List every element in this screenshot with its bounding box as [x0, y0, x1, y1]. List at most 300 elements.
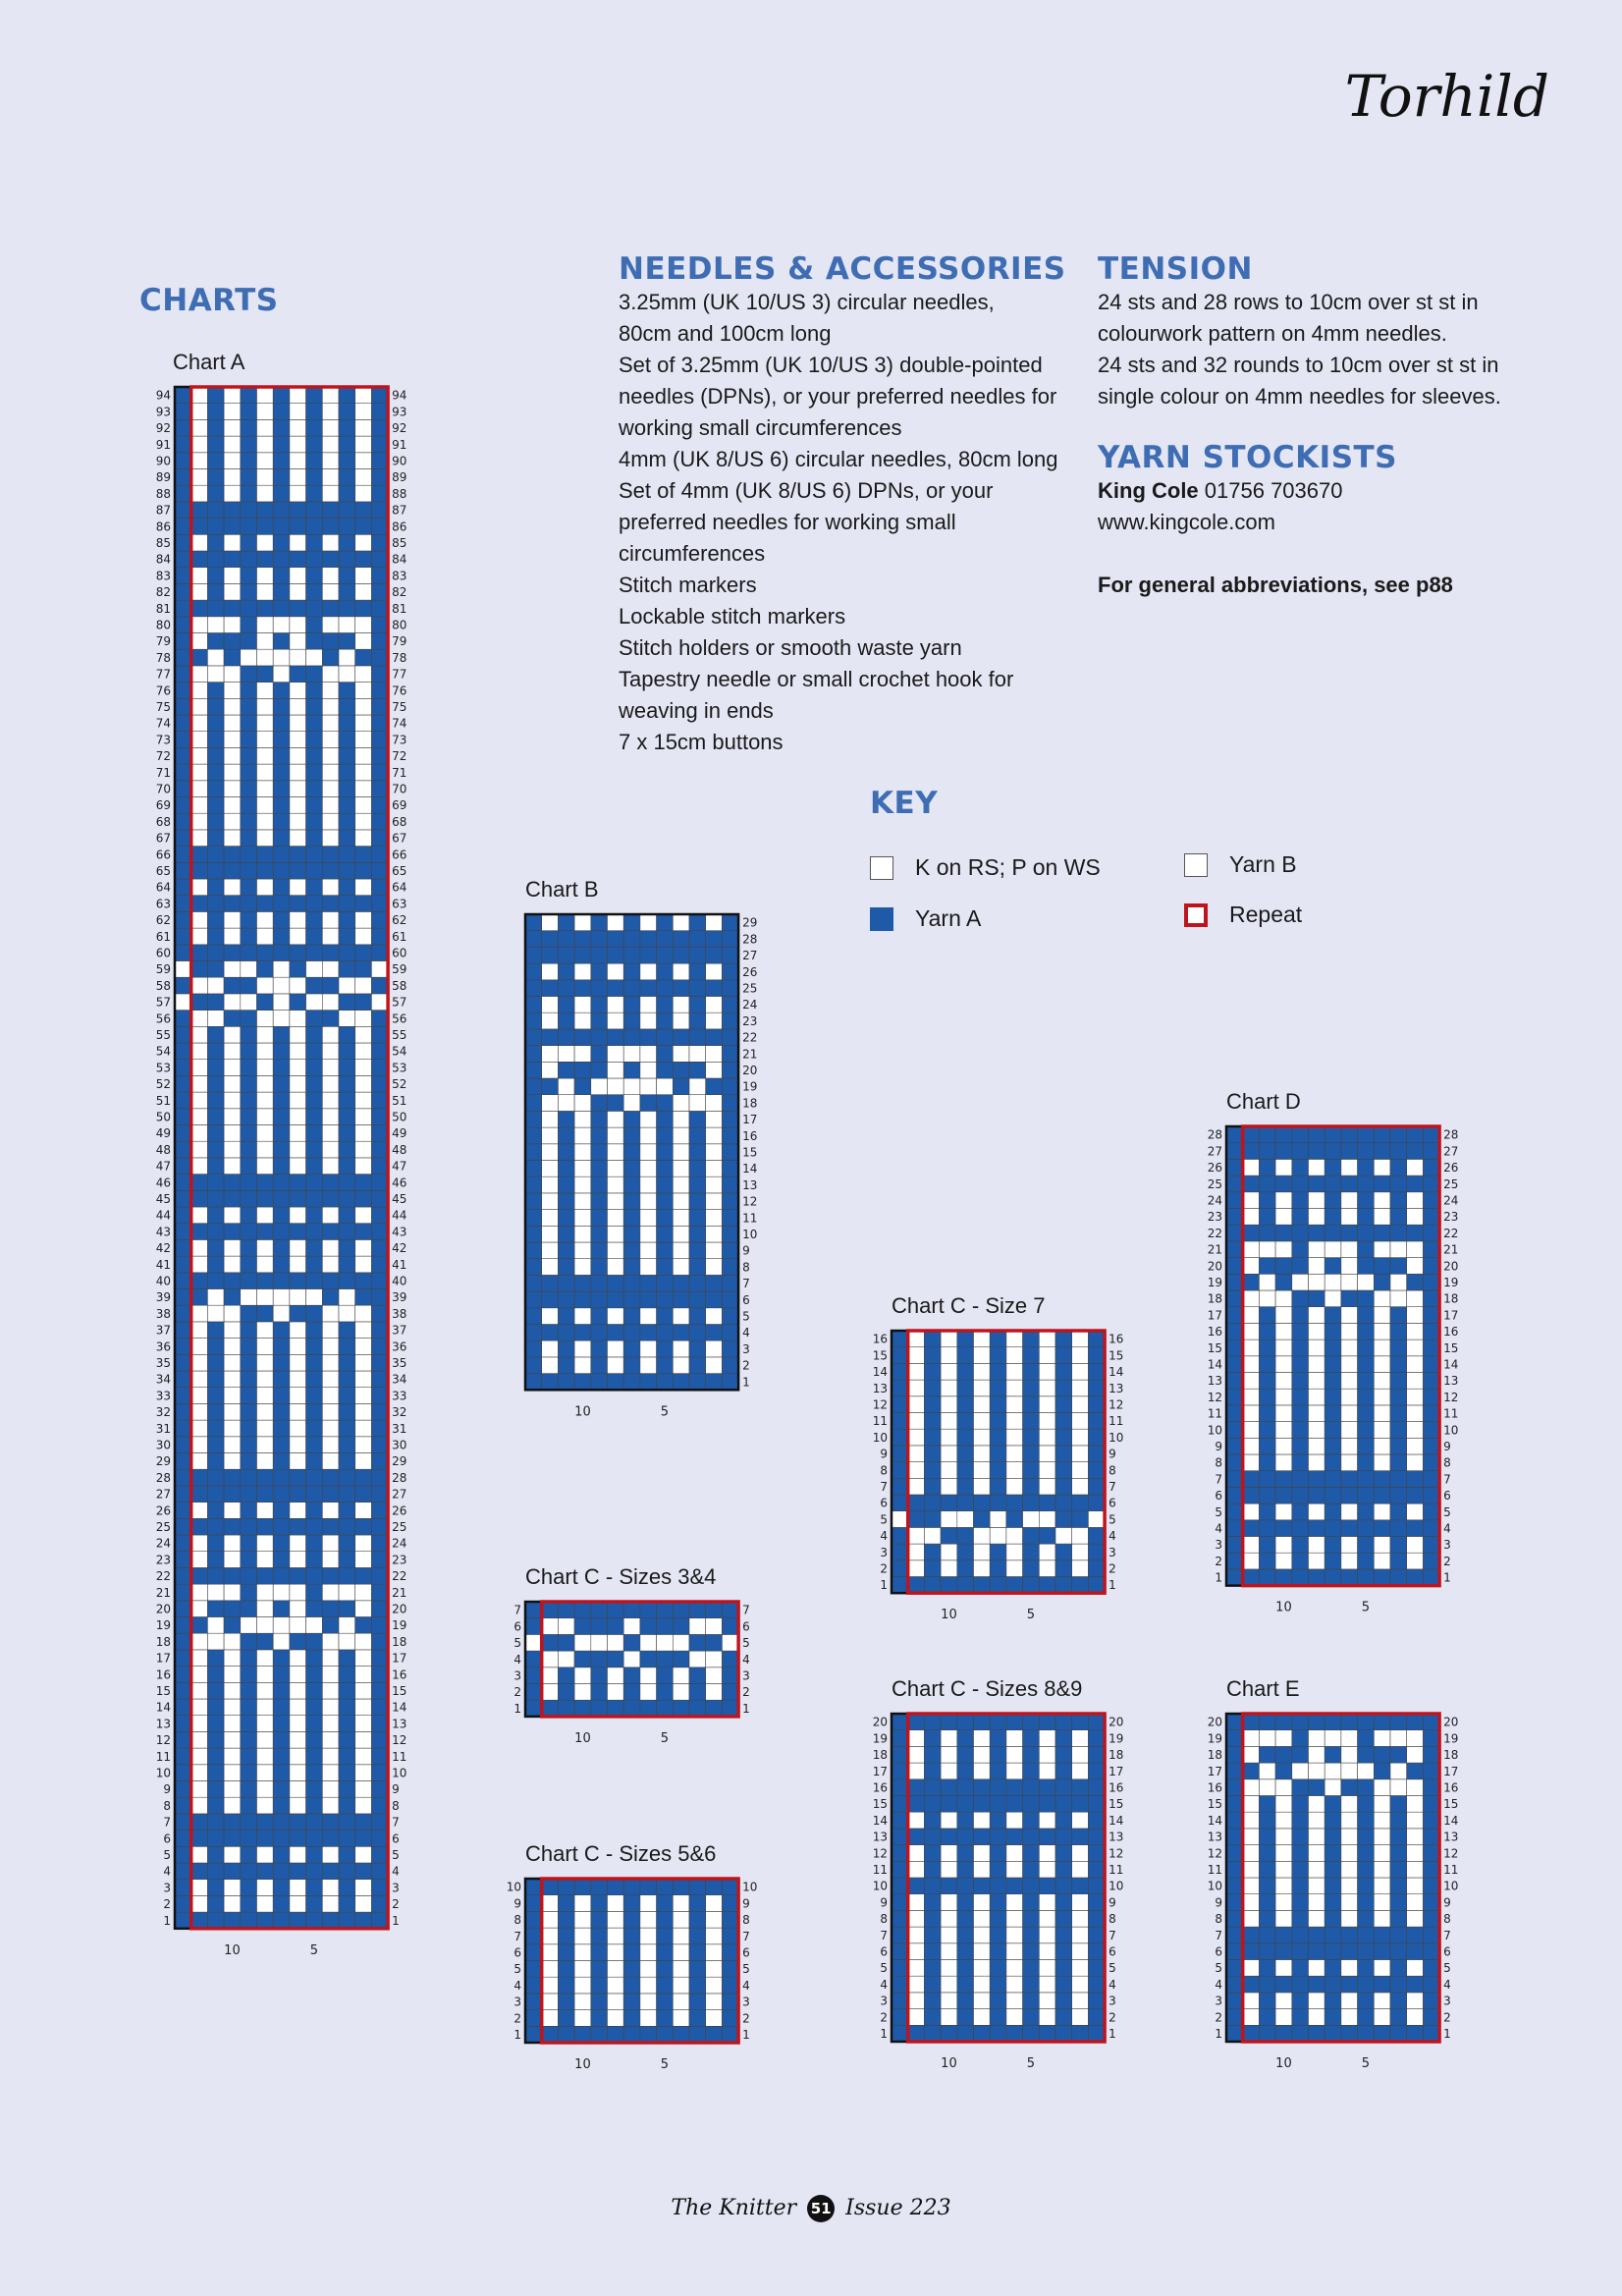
chart-cell — [322, 1125, 339, 1142]
chart-cell — [1358, 1307, 1375, 1324]
row-number: 6 — [1443, 1944, 1451, 1959]
chart-cell — [1055, 1714, 1072, 1730]
chart-cell — [241, 1175, 257, 1191]
chart-cell — [290, 1633, 306, 1650]
row-number: 13 — [1108, 1830, 1124, 1844]
chart-cell — [1243, 1878, 1260, 1894]
chart-cell — [339, 1305, 355, 1322]
chart-cell — [355, 813, 372, 830]
chart-cell — [290, 633, 306, 650]
row-number: 10 — [742, 1880, 758, 1894]
chart-cell — [224, 1305, 241, 1322]
chart-cell — [355, 1420, 372, 1437]
chart-cell — [290, 1846, 306, 1863]
chart-cell — [322, 1026, 339, 1043]
chart-cell — [290, 928, 306, 945]
chart-cell — [1006, 1347, 1023, 1364]
chart-cell — [191, 928, 208, 945]
row-number: 33 — [392, 1389, 407, 1403]
row-number: 9 — [392, 1782, 400, 1797]
chart-cell — [306, 1469, 323, 1486]
chart-cell — [1275, 1422, 1292, 1439]
chart-cell — [591, 1374, 608, 1391]
chart-cell — [175, 1781, 191, 1798]
chart-cell — [640, 1012, 657, 1029]
chart-cell — [722, 1095, 738, 1112]
needles-line: 3.25mm (UK 10/US 3) circular needles, — [619, 290, 995, 314]
chart-cell — [322, 830, 339, 847]
chart-cell — [689, 1977, 706, 1994]
column-number: 10 — [941, 1608, 957, 1623]
chart-cell — [273, 879, 290, 896]
chart-cell — [908, 1429, 925, 1446]
chart-cell — [339, 1731, 355, 1748]
chart-e-grid — [1197, 1710, 1479, 2081]
chart-cell — [273, 945, 290, 961]
chart-cell — [1309, 1861, 1325, 1878]
chart-cell — [207, 1895, 224, 1912]
chart-cell — [558, 1634, 574, 1651]
chart-cell — [1407, 1829, 1424, 1845]
chart-cell — [1259, 1454, 1275, 1471]
row-number: 7 — [514, 1603, 521, 1617]
row-number: 53 — [392, 1061, 407, 1075]
row-number: 10 — [155, 1766, 171, 1780]
chart-cell — [1325, 1209, 1341, 1226]
chart-cell — [355, 781, 372, 797]
row-number: 25 — [392, 1520, 407, 1534]
chart-cell — [371, 1699, 388, 1716]
chart-cell — [591, 1928, 608, 1944]
chart-cell — [657, 1895, 674, 1912]
chart-cell — [1088, 1878, 1105, 1894]
chart-cell — [1023, 1812, 1040, 1829]
chart-cell — [1023, 1544, 1040, 1560]
stockist-website[interactable]: www.kingcole.com — [1098, 510, 1275, 534]
chart-cell — [673, 1961, 689, 1978]
chart-cell — [689, 1374, 706, 1391]
row-number: 79 — [392, 634, 407, 649]
chart-cell — [290, 862, 306, 879]
chart-cell — [1259, 1976, 1275, 1993]
chart-cell — [224, 387, 241, 404]
chart-cell — [191, 1224, 208, 1240]
chart-cell — [1006, 1779, 1023, 1796]
chart-cell — [1407, 1290, 1424, 1307]
chart-cell — [191, 551, 208, 568]
row-number: 6 — [1443, 1489, 1451, 1503]
chart-cell — [257, 1748, 274, 1765]
chart-cell — [191, 945, 208, 961]
chart-cell — [623, 1226, 640, 1242]
chart-cell — [1055, 1779, 1072, 1796]
chart-cell — [574, 1144, 591, 1161]
chart-cell — [1423, 1779, 1439, 1796]
row-number: 28 — [1207, 1127, 1222, 1142]
chart-cell — [355, 1469, 372, 1486]
chart-cell — [689, 1602, 706, 1618]
chart-cell — [191, 911, 208, 928]
chart-cell — [306, 1207, 323, 1224]
chart-cell — [974, 1363, 991, 1380]
chart-cell — [924, 1544, 941, 1560]
chart-cell — [941, 1560, 957, 1577]
chart-cell — [542, 1618, 559, 1635]
chart-cell — [1374, 1454, 1390, 1471]
chart-cell — [1423, 1746, 1439, 1763]
chart-cell — [574, 1357, 591, 1374]
chart-cell — [1023, 1577, 1040, 1594]
chart-cell — [1226, 1845, 1243, 1862]
chart-cell — [257, 1158, 274, 1175]
chart-cell — [574, 947, 591, 963]
chart-cell — [191, 994, 208, 1011]
chart-cell — [689, 1340, 706, 1357]
chart-cell — [1259, 1960, 1275, 1977]
row-number: 7 — [742, 1277, 750, 1291]
chart-cell — [207, 1584, 224, 1601]
chart-cell — [1341, 1976, 1358, 1993]
chart-cell — [175, 1765, 191, 1781]
chart-cell — [290, 1158, 306, 1175]
row-number: 27 — [1443, 1144, 1459, 1159]
chart-cell — [957, 1380, 974, 1396]
chart-cell — [1023, 1845, 1040, 1862]
row-number: 20 — [1207, 1259, 1222, 1274]
chart-cell — [273, 1437, 290, 1453]
chart-cell — [306, 830, 323, 847]
row-number: 2 — [742, 1358, 750, 1373]
chart-cell — [290, 1601, 306, 1617]
chart-cell — [640, 980, 657, 997]
chart-cell — [574, 1127, 591, 1144]
chart-cell — [355, 1518, 372, 1535]
chart-cell — [689, 1012, 706, 1029]
chart-cell — [339, 879, 355, 896]
chart-cell — [1325, 1763, 1341, 1779]
row-number: 24 — [155, 1536, 171, 1551]
chart-cell — [273, 1486, 290, 1503]
chart-cell — [224, 698, 241, 715]
chart-cell — [990, 1993, 1006, 2009]
chart-cell — [941, 1829, 957, 1845]
chart-cell — [1006, 1796, 1023, 1813]
chart-cell — [706, 1667, 723, 1684]
chart-cell — [1390, 1454, 1407, 1471]
chart-cell — [322, 1765, 339, 1781]
chart-cell — [1088, 1927, 1105, 1943]
chart-cell — [689, 1259, 706, 1276]
chart-cell — [290, 781, 306, 797]
chart-cell — [689, 1062, 706, 1078]
chart-cell — [542, 1340, 559, 1357]
chart-cell — [974, 2009, 991, 2026]
chart-cell — [207, 961, 224, 978]
chart-cell — [207, 781, 224, 797]
chart-cell — [355, 1731, 372, 1748]
chart-cell — [608, 1127, 624, 1144]
row-number: 64 — [155, 880, 171, 895]
chart-cell — [722, 963, 738, 980]
chart-cell — [207, 1354, 224, 1371]
chart-cell — [371, 1846, 388, 1863]
chart-cell — [574, 963, 591, 980]
chart-cell — [306, 1912, 323, 1929]
row-number: 4 — [1215, 1521, 1222, 1536]
chart-cell — [892, 1478, 908, 1495]
chart-cell — [273, 1731, 290, 1748]
chart-cell — [673, 1325, 689, 1341]
chart-cell — [924, 1878, 941, 1894]
chart-cell — [1390, 1290, 1407, 1307]
chart-cell — [371, 1109, 388, 1125]
row-number: 10 — [506, 1880, 521, 1894]
chart-cell — [290, 813, 306, 830]
chart-cell — [1292, 1943, 1309, 1960]
chart-cell — [339, 1224, 355, 1240]
chart-cell — [689, 2010, 706, 2027]
chart-cell — [1055, 1730, 1072, 1747]
chart-cell — [241, 1011, 257, 1027]
chart-cell — [1023, 1910, 1040, 1927]
chart-cell — [722, 1928, 738, 1944]
row-number: 4 — [880, 1977, 888, 1992]
chart-cell — [1407, 1209, 1424, 1226]
chart-cell — [371, 1503, 388, 1519]
chart-cell — [207, 1535, 224, 1552]
chart-cell — [1374, 1192, 1390, 1209]
chart-cell — [371, 485, 388, 502]
chart-cell — [175, 1797, 191, 1814]
row-number: 25 — [1207, 1176, 1222, 1191]
chart-cell — [1023, 1976, 1040, 1993]
chart-c7-grid — [862, 1327, 1144, 1632]
chart-cell — [273, 1109, 290, 1125]
chart-cell — [623, 1193, 640, 1210]
chart-cell — [1358, 1471, 1375, 1488]
chart-cell — [892, 1796, 908, 1813]
chart-cell — [273, 1273, 290, 1289]
chart-cell — [224, 1682, 241, 1699]
chart-cell — [1423, 1389, 1439, 1405]
chart-cell — [689, 1700, 706, 1717]
chart-cell — [924, 1347, 941, 1364]
chart-cell — [1072, 1910, 1089, 1927]
row-number: 20 — [872, 1715, 888, 1729]
chart-cell — [355, 519, 372, 535]
chart-cell — [525, 1193, 542, 1210]
chart-cell — [657, 1226, 674, 1242]
chart-cell — [1341, 1714, 1358, 1730]
needles-line: 4mm (UK 8/US 6) circular needles, 80cm long — [619, 447, 1058, 471]
chart-cell — [558, 1667, 574, 1684]
chart-cell — [371, 600, 388, 617]
chart-cell — [1243, 1960, 1260, 1977]
chart-cell — [706, 1308, 723, 1325]
row-number: 47 — [392, 1159, 407, 1174]
chart-cell — [558, 1127, 574, 1144]
chart-cell — [207, 617, 224, 633]
chart-cell — [175, 847, 191, 863]
row-number: 15 — [1108, 1348, 1124, 1363]
chart-cell — [224, 1420, 241, 1437]
row-number: 5 — [1443, 1961, 1451, 1976]
chart-cell — [241, 977, 257, 994]
chart-cell — [175, 1453, 191, 1470]
chart-cell — [191, 1043, 208, 1060]
chart-cell — [175, 600, 191, 617]
chart-cell — [1390, 1730, 1407, 1747]
chart-cell — [257, 961, 274, 978]
chart-cell — [924, 1960, 941, 1977]
chart-cell — [1341, 1143, 1358, 1160]
row-number: 6 — [392, 1831, 400, 1846]
chart-cell — [322, 1469, 339, 1486]
chart-cell — [1292, 1209, 1309, 1226]
chart-cell — [542, 1634, 559, 1651]
chart-cell — [706, 1977, 723, 1994]
chart-cell — [191, 1535, 208, 1552]
chart-cell — [673, 1012, 689, 1029]
chart-cell — [175, 633, 191, 650]
row-number: 27 — [155, 1487, 171, 1502]
chart-cell — [322, 1092, 339, 1109]
chart-cell — [175, 1469, 191, 1486]
chart-cell — [673, 914, 689, 931]
chart-cell — [657, 2010, 674, 2027]
chart-cell — [1055, 1796, 1072, 1813]
chart-cell — [257, 1880, 274, 1896]
chart-cell — [657, 1944, 674, 1961]
chart-cell — [355, 1601, 372, 1617]
row-number: 29 — [392, 1454, 407, 1469]
chart-cell — [355, 1912, 372, 1929]
chart-cell — [191, 1158, 208, 1175]
chart-cell — [1259, 1159, 1275, 1175]
chart-cell — [241, 1781, 257, 1798]
chart-cell — [722, 1944, 738, 1961]
chart-cell — [1341, 2009, 1358, 2026]
chart-a-label: Chart A — [173, 350, 245, 374]
chart-cell — [207, 1846, 224, 1863]
needles-line: 80cm and 100cm long — [619, 321, 832, 346]
chart-cell — [191, 1601, 208, 1617]
chart-cell — [1226, 1714, 1243, 1730]
chart-cell — [1226, 1307, 1243, 1324]
row-number: 32 — [155, 1405, 171, 1420]
chart-cell — [224, 1109, 241, 1125]
chart-cell — [306, 1075, 323, 1092]
row-number: 52 — [155, 1077, 171, 1092]
chart-cell — [1309, 1730, 1325, 1747]
chart-cell — [542, 1210, 559, 1227]
row-number: 14 — [1108, 1365, 1124, 1380]
chart-cell — [191, 649, 208, 666]
chart-cell — [306, 1453, 323, 1470]
chart-cell — [1006, 1730, 1023, 1747]
chart-cell — [306, 945, 323, 961]
chart-cell — [355, 502, 372, 519]
chart-cell — [990, 1560, 1006, 1577]
chart-cell — [657, 1144, 674, 1161]
chart-cell — [957, 2025, 974, 2042]
chart-cell — [371, 1453, 388, 1470]
chart-cell — [957, 1763, 974, 1779]
chart-cell — [175, 649, 191, 666]
row-number: 25 — [155, 1520, 171, 1534]
chart-cell — [1358, 1323, 1375, 1339]
chart-cell — [525, 1325, 542, 1341]
chart-cell — [1309, 1373, 1325, 1390]
chart-cell — [241, 1503, 257, 1519]
chart-cell — [306, 1125, 323, 1142]
chart-cell — [623, 1308, 640, 1325]
chart-cell — [908, 1763, 925, 1779]
chart-cell — [273, 1388, 290, 1404]
chart-cell — [1039, 1878, 1055, 1894]
chart-cell — [355, 1797, 372, 1814]
chart-cell — [1292, 1993, 1309, 2009]
row-number: 20 — [1443, 1259, 1459, 1274]
chart-cell — [623, 947, 640, 963]
chart-cell — [290, 1518, 306, 1535]
chart-cell — [1309, 1714, 1325, 1730]
chart-cell — [224, 1273, 241, 1289]
chart-cell — [207, 830, 224, 847]
chart-cell — [339, 928, 355, 945]
chart-cell — [990, 1331, 1006, 1347]
chart-cell — [355, 1748, 372, 1765]
chart-cell — [640, 1046, 657, 1063]
chart-cell — [1039, 1910, 1055, 1927]
chart-cell — [290, 1075, 306, 1092]
chart-cell — [273, 419, 290, 436]
chart-cell — [257, 502, 274, 519]
chart-cell — [306, 1518, 323, 1535]
chart-cell — [306, 1863, 323, 1880]
chart-cell — [339, 896, 355, 912]
chart-cell — [1390, 1553, 1407, 1569]
chart-cell — [339, 1880, 355, 1896]
chart-cell — [339, 830, 355, 847]
chart-cell — [640, 1242, 657, 1259]
chart-cell — [623, 1895, 640, 1912]
chart-cell — [1423, 2009, 1439, 2026]
chart-cell — [371, 1469, 388, 1486]
chart-cell — [355, 715, 372, 732]
row-number: 4 — [163, 1864, 171, 1879]
row-number: 17 — [872, 1764, 888, 1778]
chart-cell — [1088, 1943, 1105, 1960]
chart-cell — [1072, 1511, 1089, 1528]
chart-cell — [1325, 1943, 1341, 1960]
chart-cell — [706, 1994, 723, 2010]
chart-cell — [1072, 1380, 1089, 1396]
chart-cell — [191, 1371, 208, 1388]
chart-cell — [241, 1535, 257, 1552]
chart-cell — [257, 830, 274, 847]
chart-cell — [908, 1478, 925, 1495]
chart-cell — [371, 847, 388, 863]
chart-cell — [974, 1796, 991, 1813]
chart-cell — [722, 2010, 738, 2027]
chart-cell — [290, 1863, 306, 1880]
chart-cell — [574, 1012, 591, 1029]
chart-cell — [273, 1601, 290, 1617]
chart-cell — [957, 1746, 974, 1763]
chart-cell — [273, 1125, 290, 1142]
chart-cell — [241, 1075, 257, 1092]
